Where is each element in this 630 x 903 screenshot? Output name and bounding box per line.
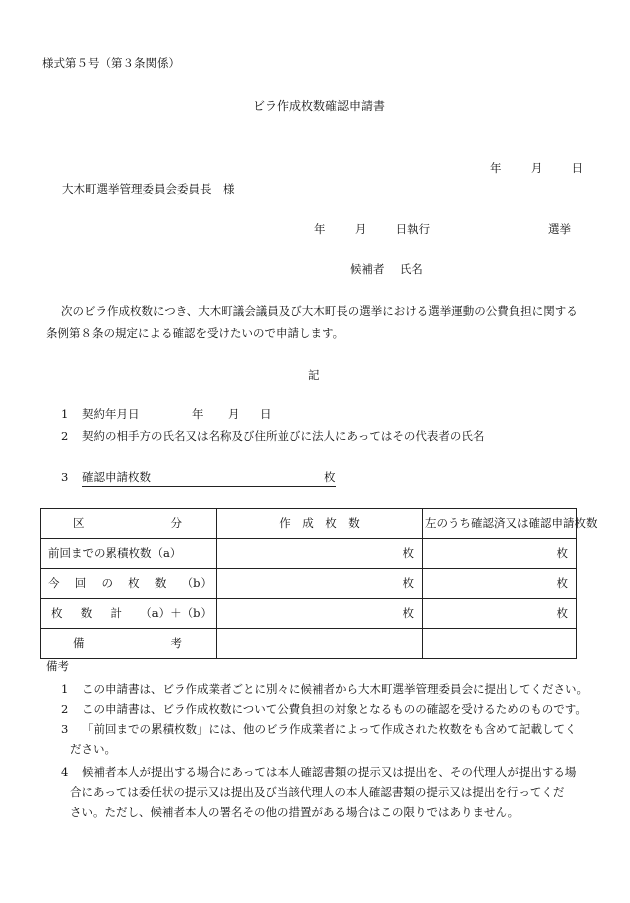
row-current-char: 回: [74, 575, 87, 590]
row-current-char: 今: [48, 575, 60, 590]
row-current-char: 数: [154, 575, 167, 590]
item-3-underline: [82, 486, 336, 487]
election-line: [314, 224, 430, 236]
count-table: [40, 508, 598, 659]
row-total-created-unit: 枚: [217, 599, 423, 629]
item-2-label: 契約の相手方の氏名又は名称及び住所並びに法人にあってはその代表者の氏名: [82, 429, 485, 443]
item-2-number: 2: [61, 429, 69, 443]
table-row: [41, 569, 577, 599]
note-1-number: 1: [61, 682, 69, 696]
row-total-confirmed-unit: 枚: [423, 599, 577, 629]
row-previous-label: 前回までの累積枚数（a）: [41, 539, 217, 569]
election-year: 年: [314, 222, 326, 236]
note-4-line-2: 合にあっては委任状の提示又は提出及び当該代理人の本人確認書類の提示又は提出を行ってくだ: [70, 785, 565, 799]
note-4-line-1: 候補者本人が提出する場合にあっては本人確認書類の提示又は提出を、その代理人が提出する場: [82, 765, 577, 779]
table-header-row: [41, 509, 577, 539]
note-4-number: 4: [61, 765, 69, 779]
date-month: 月: [530, 161, 543, 175]
header-created-count: 作 成 枚 数: [217, 509, 423, 539]
row-total-char: 計: [110, 605, 122, 620]
item-1-label: 契約年月日: [82, 407, 140, 421]
table-row: [41, 629, 577, 659]
date-day: 日: [571, 161, 584, 175]
item-3-unit: 枚: [324, 470, 336, 484]
form-number: 様式第５号（第３条関係）: [42, 56, 180, 70]
note-4-line-3: さい。ただし、候補者本人の署名その他の措置がある場合はこの限りではありません。: [70, 805, 520, 819]
body-text-line-2: 条例第８条の規定による確認を受けたいので申請します。: [46, 326, 345, 340]
item-3-label: 確認申請枚数: [82, 470, 151, 484]
row-current-char: 枚: [128, 575, 140, 590]
row-current-label: [41, 569, 217, 599]
election-held: 日執行: [395, 222, 431, 236]
note-3-line-2: ださい。: [70, 742, 116, 756]
row-total-label: [41, 599, 217, 629]
row-previous-confirmed-unit: 枚: [423, 539, 577, 569]
row-remarks-label: [41, 629, 217, 659]
body-text-line-1: 次のビラ作成枚数につき、大木町議会議員及び大木町長の選挙における選挙運動の公費負担に関する: [61, 304, 578, 318]
item-1-month: 月: [228, 407, 240, 421]
row-remarks-char: 考: [170, 635, 182, 650]
row-remarks-confirmed-cell: [423, 629, 577, 659]
row-current-created-unit: 枚: [217, 569, 423, 599]
candidate-name-label: 氏名: [399, 262, 423, 276]
header-category-char-2: 分: [170, 515, 182, 530]
row-current-char: （b）: [181, 575, 212, 590]
election-month: 月: [354, 222, 367, 236]
row-previous-created-unit: 枚: [217, 539, 423, 569]
row-remarks-char: 備: [73, 635, 85, 650]
notes-heading: 備考: [46, 659, 69, 673]
item-1-number: 1: [61, 407, 69, 421]
row-total-char: 数: [80, 605, 93, 620]
note-2-number: 2: [61, 702, 69, 716]
addressee: 大木町選挙管理委員会委員長 様: [62, 182, 235, 196]
row-remarks-created-cell: [217, 629, 423, 659]
note-3-number: 3: [61, 722, 69, 736]
ki-heading: 記: [308, 368, 320, 382]
date-line: [490, 163, 583, 175]
election-name-label: 選挙: [548, 222, 571, 236]
note-3-line-1: 「前回までの累積枚数」には、他のビラ作成業者によって作成された枚数をも含めて記載してく: [82, 722, 577, 736]
header-category: [41, 509, 217, 539]
row-total-char: 枚: [51, 605, 63, 620]
row-current-confirmed-unit: 枚: [423, 569, 577, 599]
date-year: 年: [490, 161, 502, 175]
candidate-line: [350, 264, 423, 276]
table-row: [41, 599, 577, 629]
row-total-char: （a）＋（b）: [140, 605, 212, 620]
header-category-char-1: 区: [73, 515, 85, 530]
item-1-year: 年: [192, 407, 204, 421]
note-2-line-1: この申請書は、ビラ作成枚数について公費負担の対象となるものの確認を受けるためのものです。: [82, 702, 587, 716]
item-3-number: 3: [61, 470, 69, 484]
header-confirmed-count: 左のうち確認済又は確認申請枚数: [423, 509, 577, 539]
candidate-label: 候補者: [350, 262, 385, 276]
item-1-day: 日: [260, 407, 272, 421]
document-title: ビラ作成枚数確認申請書: [253, 99, 386, 113]
note-1-line-1: この申請書は、ビラ作成業者ごとに別々に候補者から大木町選挙管理委員会に提出してください。: [82, 682, 588, 696]
table-row: [41, 539, 577, 569]
row-current-char: の: [101, 575, 113, 590]
